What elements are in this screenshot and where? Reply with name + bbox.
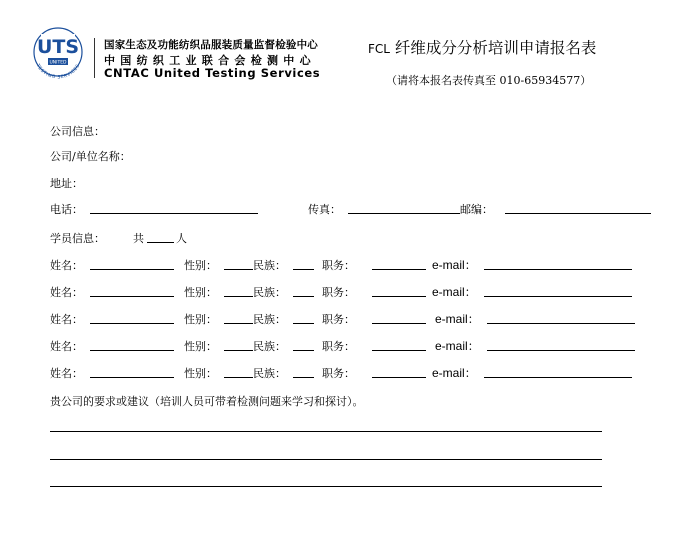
trainee-email-field[interactable] [484, 377, 632, 378]
trainee-position-field[interactable] [372, 350, 426, 351]
trainee-name-label: 姓名： [50, 367, 83, 380]
trainee-position-label: 职务： [322, 367, 355, 380]
suggestions-label: 贵公司的要求或建议（培训人员可带着检测问题来学习和探讨）。 [50, 395, 364, 408]
trainee-gender-label: 性别： [184, 313, 217, 326]
trainee-name-field[interactable] [90, 269, 174, 270]
title-prefix: FCL [368, 42, 390, 56]
trainee-name-field[interactable] [90, 377, 174, 378]
suggestions-line-3[interactable] [50, 486, 602, 487]
trainee-gender-field[interactable] [224, 350, 253, 351]
logo-letters: UTS [36, 36, 80, 58]
trainee-name-label: 姓名： [50, 313, 83, 326]
trainee-position-label: 职务： [322, 286, 355, 299]
trainee-ethnicity-label: 民族： [253, 367, 286, 380]
trainee-name-field[interactable] [90, 350, 174, 351]
trainee-ethnicity-field[interactable] [293, 269, 314, 270]
trainee-gender-field[interactable] [224, 269, 253, 270]
phone-field[interactable] [90, 213, 258, 214]
trainee-gender-field[interactable] [224, 323, 253, 324]
title-main: 纤维成分分析培训申请报名表 [394, 39, 597, 57]
trainee-position-field[interactable] [372, 377, 426, 378]
trainee-position-label: 职务： [322, 340, 355, 353]
fax-note: （请将本报名表传真至 010-65934577） [386, 74, 592, 87]
uts-logo [28, 24, 88, 84]
trainee-email-label: e-mail： [432, 285, 477, 299]
trainee-email-label: e-mail： [432, 366, 477, 380]
trainee-position-field[interactable] [372, 269, 426, 270]
trainee-count-prefix: 共 [133, 232, 144, 245]
trainee-ethnicity-label: 民族： [253, 313, 286, 326]
trainee-email-label: e-mail： [435, 312, 480, 326]
org-name-cn-2: 中国纺织工业联合会检测中心 [104, 54, 316, 67]
fax-label: 传真： [308, 203, 341, 216]
phone-label: 电话： [50, 203, 83, 216]
trainee-email-label: e-mail： [435, 339, 480, 353]
trainee-count-suffix: 人 [176, 232, 187, 245]
logo-united: UNITED [49, 60, 67, 66]
address-label: 地址： [50, 177, 83, 190]
trainee-section-label: 学员信息： [50, 232, 105, 245]
org-name-cn-1: 国家生态及功能纺织品服装质量监督检验中心 [104, 39, 318, 51]
trainee-count-field[interactable] [147, 242, 174, 243]
suggestions-line-1[interactable] [50, 431, 602, 432]
suggestions-line-2[interactable] [50, 459, 602, 460]
trainee-gender-field[interactable] [224, 377, 253, 378]
trainee-position-label: 职务： [322, 313, 355, 326]
trainee-ethnicity-label: 民族： [253, 340, 286, 353]
trainee-gender-label: 性别： [184, 259, 217, 272]
trainee-ethnicity-label: 民族： [253, 259, 286, 272]
postcode-label: 邮编： [460, 203, 493, 216]
trainee-name-label: 姓名： [50, 286, 83, 299]
company-name-label: 公司/单位名称： [50, 150, 131, 163]
trainee-ethnicity-label: 民族： [253, 286, 286, 299]
trainee-position-field[interactable] [372, 296, 426, 297]
trainee-ethnicity-field[interactable] [293, 296, 314, 297]
trainee-email-label: e-mail： [432, 258, 477, 272]
trainee-name-field[interactable] [90, 296, 174, 297]
trainee-name-label: 姓名： [50, 340, 83, 353]
trainee-email-field[interactable] [487, 323, 635, 324]
trainee-gender-label: 性别： [184, 286, 217, 299]
header-divider [94, 38, 95, 78]
trainee-gender-field[interactable] [224, 296, 253, 297]
uts-logo-icon [28, 24, 88, 84]
trainee-email-field[interactable] [484, 296, 632, 297]
postcode-field[interactable] [505, 213, 651, 214]
logo-ring-text: TESTING SERVICES [34, 63, 82, 81]
trainee-name-label: 姓名： [50, 259, 83, 272]
form-title [368, 36, 596, 58]
trainee-ethnicity-field[interactable] [293, 377, 314, 378]
trainee-name-field[interactable] [90, 323, 174, 324]
company-section-label: 公司信息： [50, 125, 105, 138]
org-name-en: CNTAC United Testing Services [104, 66, 321, 80]
trainee-ethnicity-field[interactable] [293, 350, 314, 351]
trainee-position-field[interactable] [372, 323, 426, 324]
trainee-gender-label: 性别： [184, 340, 217, 353]
trainee-ethnicity-field[interactable] [293, 323, 314, 324]
trainee-email-field[interactable] [487, 350, 635, 351]
trainee-gender-label: 性别： [184, 367, 217, 380]
trainee-position-label: 职务： [322, 259, 355, 272]
fax-field[interactable] [348, 213, 460, 214]
trainee-email-field[interactable] [484, 269, 632, 270]
